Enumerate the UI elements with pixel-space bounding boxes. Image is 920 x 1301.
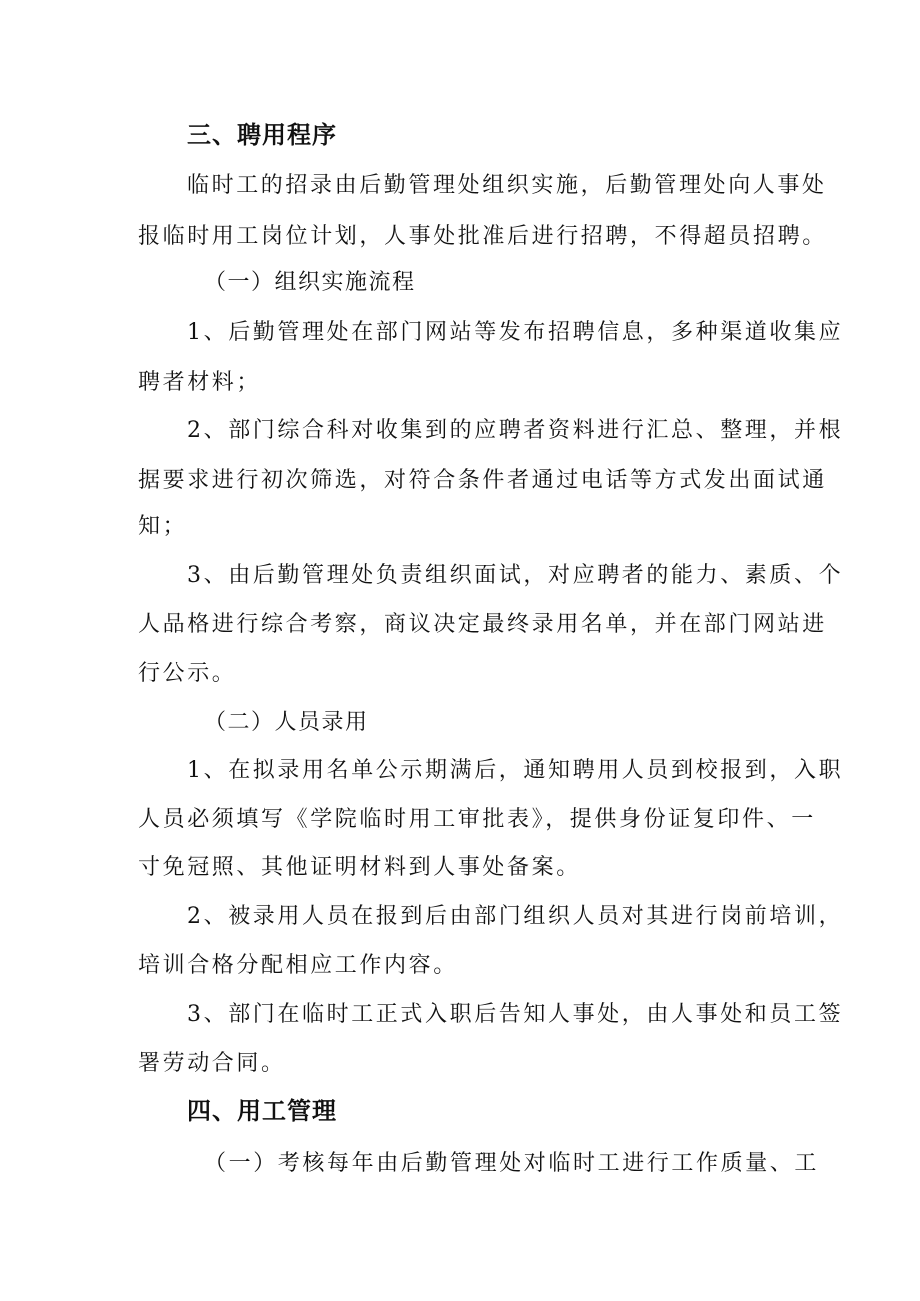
subsection-heading: （二）人员录用 <box>204 710 369 735</box>
paragraph-line: 1、在拟录用名单公示期满后，通知聘用人员到校报到，入职 <box>187 758 844 783</box>
section-heading-4: 四、用工管理 <box>187 1097 337 1125</box>
paragraph-line: 1、后勤管理处在部门网站等发布招聘信息，多种渠道收集应 <box>187 320 844 345</box>
paragraph-line: 聘者材料； <box>138 370 262 395</box>
paragraph-line: 知； <box>138 514 188 539</box>
paragraph-line: 培训合格分配相应工作内容。 <box>138 953 458 978</box>
paragraph-line: 行公示。 <box>138 661 237 686</box>
section-heading-3: 三、聘用程序 <box>187 121 337 149</box>
paragraph-line: 报临时用工岗位计划，人事处批准后进行招聘，不得超员招聘。 <box>138 224 827 249</box>
paragraph-line: 署劳动合同。 <box>138 1051 286 1076</box>
paragraph-line: 寸免冠照、其他证明材料到人事处备案。 <box>138 855 581 880</box>
subsection-heading: （一）组织实施流程 <box>204 270 416 295</box>
paragraph-line: （一）考核每年由后勤管理处对临时工进行工作质量、工 <box>204 1151 820 1176</box>
paragraph-line: 临时工的招录由后勤管理处组织实施，后勤管理处向人事处 <box>187 173 827 198</box>
paragraph-line: 据要求进行初次筛选，对符合条件者通过电话等方式发出面试通 <box>138 468 827 493</box>
paragraph-line: 人品格进行综合考察，商议决定最终录用名单，并在部门网站进 <box>138 612 827 637</box>
paragraph-line: 2、被录用人员在报到后由部门组织人员对其进行岗前培训， <box>187 904 844 929</box>
paragraph-line: 2、部门综合科对收集到的应聘者资料进行汇总、整理，并根 <box>187 418 844 443</box>
paragraph-line: 3、部门在临时工正式入职后告知人事处，由人事处和员工签 <box>187 1002 844 1027</box>
paragraph-line: 3、由后勤管理处负责组织面试，对应聘者的能力、素质、个 <box>187 563 844 588</box>
paragraph-line: 人员必须填写《学院临时用工审批表》，提供身份证复印件、一 <box>138 807 816 832</box>
